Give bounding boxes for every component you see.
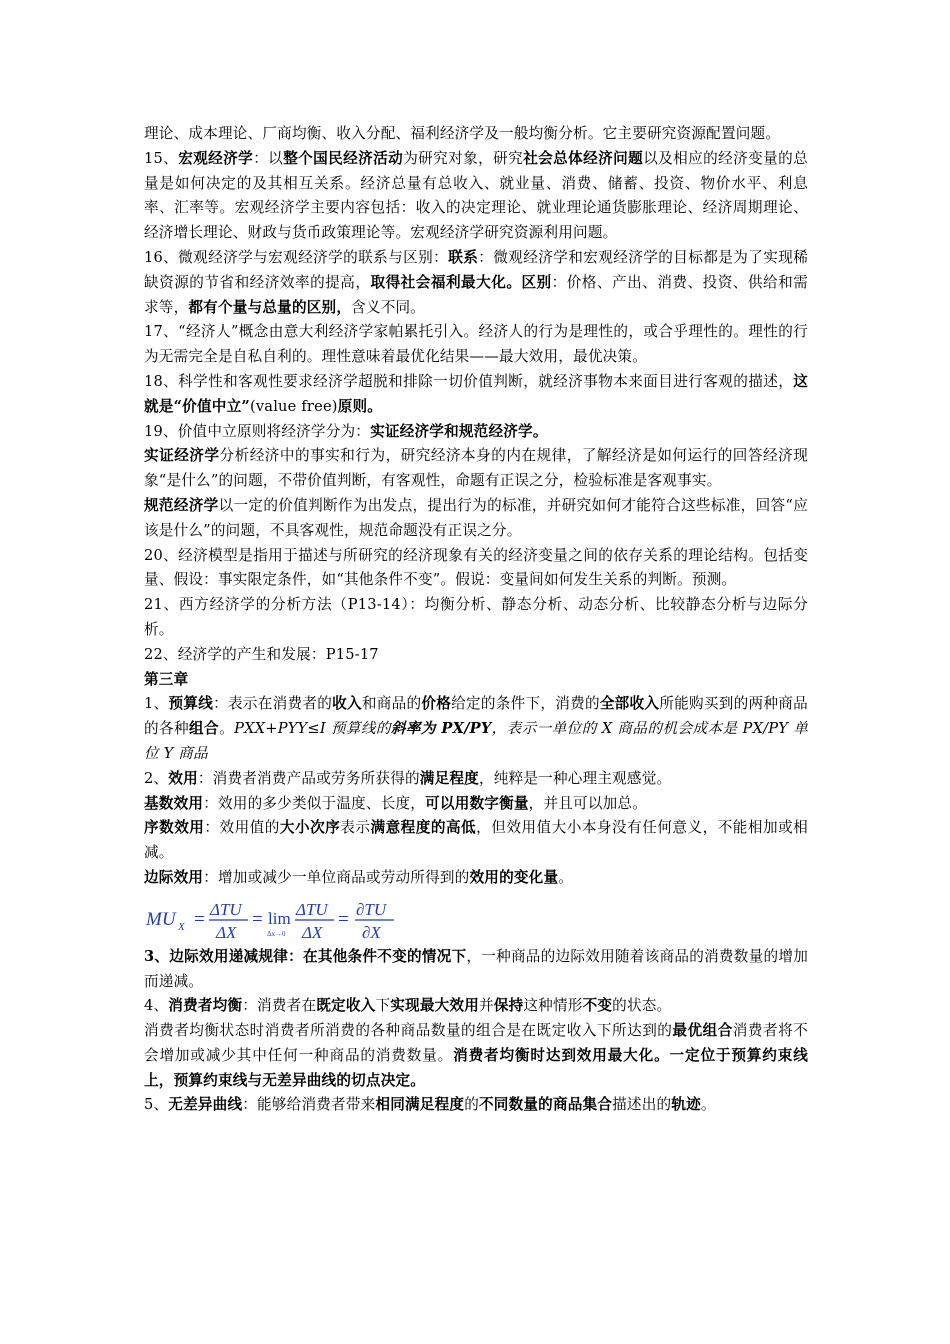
- text-run: 20、经济模型是指用于描述与所研究的经济现象有关的经济变量之间的依存关系的理论结构。包括变量、假设：事实限定条件，如“其他条件不变”。假说：变量间如何发生关系的判断。预测。: [144, 546, 808, 589]
- formula-frac2-num: ΔTU: [296, 899, 328, 919]
- text-run: 效用: [168, 769, 198, 787]
- text-run: 满意程度的高低: [370, 819, 477, 837]
- text-run: 第三章: [144, 670, 189, 688]
- formula-eq2: =: [252, 908, 263, 930]
- text-run: 联系: [448, 248, 479, 266]
- text-run: 实证经济学: [144, 447, 220, 465]
- text-run: 收入: [332, 695, 362, 713]
- text-run: ，并且可以加总。: [528, 794, 648, 812]
- text-run: 序数效用: [144, 819, 205, 837]
- formula-frac1-num: ΔTU: [210, 899, 242, 919]
- text-run: 。: [219, 720, 235, 738]
- text-run: 不变: [582, 997, 613, 1015]
- text-run: 2、: [144, 769, 169, 787]
- text-run: 实证经济学和规范经济学。: [370, 422, 548, 440]
- paragraph-p-cont: [144, 122, 808, 147]
- text-run: 实现最大效用: [390, 997, 479, 1015]
- text-run: 以一定的价值判断作为出发点，提出行为的标准，并研究如何才能符合这些标准，回答“应该是什么”的问题，不具客观性，规范命题没有正误之分。: [144, 496, 808, 539]
- text-run: 理论、成本理论、厂商均衡、收入分配、福利经济学及一般均衡分析。它主要研究资源配置问题。: [144, 125, 781, 142]
- text-run: 的状态。: [612, 997, 672, 1015]
- formula-frac2-den: ΔX: [302, 922, 323, 942]
- text-run: 下: [375, 997, 391, 1015]
- formula-frac3-num: ∂TU: [356, 899, 387, 919]
- paragraph-p17: [144, 320, 808, 370]
- text-run: 消费者均衡时达到效用最大化。一定位于预算约束线上，预算约束线与无差异曲线的切点决定。: [144, 1046, 808, 1089]
- text-run: 基数效用: [144, 794, 204, 812]
- text-run: 5、: [144, 1096, 169, 1114]
- text-run: 3、边际效用递减规律：在其他条件不变的情况下: [144, 947, 467, 965]
- text-run: 消费者将不会增加或减少其中任何一种商品的消费数量。: [144, 1022, 808, 1064]
- text-run: 相同满足程度: [375, 1096, 465, 1114]
- text-run: ，一种商品的边际效用随着该商品的消费数量的增加而递减。: [144, 947, 809, 990]
- text-run: 无差异曲线: [168, 1096, 243, 1114]
- text-run: 。: [700, 1096, 716, 1114]
- text-run: 规范经济学: [144, 496, 219, 514]
- text-run: 取得社会福利最大化。区别: [370, 273, 552, 291]
- document-page: [144, 122, 808, 1118]
- text-run: 大小次序: [279, 819, 341, 837]
- marginal-utility-formula: [144, 893, 808, 945]
- text-run: 可以用数字衡量: [425, 794, 529, 812]
- text-run: 原则。: [337, 397, 383, 415]
- paragraph-c3-4: [144, 994, 808, 1019]
- text-run: 19、价值中立原则将经济学分为：: [144, 422, 371, 440]
- text-run: 以及相应的经济变量的总量是如何决定的及其相互关系。经济总量有总收入、就业量、消费、储蓄、投资、物价水平、利息率、汇率等。宏观经济学主要内容包括：收入的决定理论、就业理论通货膨胀理论、经济周期理论、经济增长理论、财政与货币政策理论等。宏观经济学研究资源利用问题。: [144, 149, 808, 242]
- text-run: (value free): [249, 397, 338, 415]
- text-run: 最优组合: [672, 1022, 733, 1040]
- text-run: 轨迹: [671, 1096, 701, 1114]
- text-run: 价格: [421, 695, 452, 713]
- text-run: ：效用值的: [204, 819, 280, 837]
- paragraph-c3-3: [144, 945, 808, 995]
- formula-frac3-den: ∂X: [362, 922, 381, 942]
- paragraph-c3-ord: [144, 816, 808, 866]
- text-run: 不同数量的商品集合: [478, 1096, 613, 1114]
- paragraph-p20: [144, 544, 808, 594]
- paragraph-p-norm: [144, 494, 808, 544]
- text-run: 整个国民经济活动: [283, 149, 404, 167]
- text-run: 斜率为 PX/PY: [390, 720, 492, 738]
- text-run: ：以: [253, 149, 284, 167]
- text-run: ：表示在消费者的: [213, 695, 333, 713]
- text-run: 预算线: [168, 695, 214, 713]
- text-run: ：效用的多少类似于温度、长度，: [203, 794, 426, 812]
- paragraph-p15: [144, 147, 808, 246]
- paragraph-c3-1: [144, 692, 808, 766]
- text-run: 并: [479, 997, 494, 1015]
- formula-eq1: =: [194, 908, 205, 930]
- text-run: 既定收入: [316, 997, 376, 1015]
- text-run: 描述出的: [612, 1096, 672, 1114]
- text-run: 为研究对象，研究: [403, 149, 524, 167]
- paragraph-p16: [144, 246, 808, 320]
- text-run: ：消费者消费产品或劳务所获得的: [197, 769, 420, 787]
- formula-eq3: =: [338, 908, 349, 930]
- paragraph-p19: [144, 420, 808, 445]
- formula-lim-sub: Δx→0: [267, 929, 286, 938]
- text-run: ：增加或减少一单位商品或劳动所得到的: [203, 868, 470, 886]
- text-run: ，纯粹是一种心理主观感觉。: [478, 769, 672, 787]
- text-run: 21、西方经济学的分析方法（P13-14）：均衡分析、静态分析、动态分析、比较静态分析与边际分析。: [144, 596, 808, 638]
- text-run: ：价格、产出、消费、投资、供给和需求等，: [144, 273, 808, 316]
- paragraph-p-pos: [144, 444, 808, 494]
- paragraph-c3-2: [144, 767, 808, 792]
- text-run: 1、: [144, 695, 169, 713]
- paragraph-c3-marg: [144, 866, 808, 891]
- formula-svg: [144, 893, 414, 945]
- text-run: 17、“经济人”概念由意大利经济学家帕累托引入。经济人的行为是理性的，或合乎理性的。理性的行为无需完全是自私自利的。理性意味着最优化结果——最大效用，最优决策。: [144, 323, 808, 366]
- text-run: 18、科学性和客观性要求经济学超脱和排除一切价值判断，就经济事物本来面目进行客观的描述，: [144, 372, 794, 390]
- text-run: 这种情形: [523, 997, 583, 1015]
- text-run: ：消费者在: [242, 997, 317, 1015]
- text-run: PXX+PYY≤I 预算线的: [234, 720, 391, 738]
- text-run: 满足程度: [419, 769, 479, 787]
- text-run: 这就是“价值中立”: [144, 372, 808, 415]
- paragraph-ch3: [144, 668, 808, 693]
- text-run: 社会总体经济问题: [523, 149, 644, 167]
- text-run: 边际效用: [144, 868, 204, 886]
- formula-mu: MU: [146, 908, 176, 930]
- paragraph-c3-4b: [144, 1019, 808, 1093]
- paragraph-c3-card: [144, 792, 808, 817]
- text-run: 15、: [144, 149, 179, 167]
- text-run: 。: [558, 868, 574, 886]
- text-run: 效用的变化量: [469, 868, 559, 886]
- formula-lim: lim: [268, 908, 291, 928]
- text-run: 组合: [189, 720, 220, 738]
- paragraph-p21: [144, 593, 808, 643]
- text-run: 22、经济学的产生和发展：P15-17: [144, 645, 379, 663]
- text-run: 给定的条件下，消费的: [451, 695, 600, 713]
- text-run: ，表示一单位的 X 商品的机会成本是 PX/PY 单位 Y 商品: [144, 720, 808, 762]
- text-run: 的: [464, 1096, 479, 1114]
- text-run: 消费者均衡: [168, 997, 243, 1015]
- text-run: 全部收入: [599, 695, 660, 713]
- text-run: 含义不同。: [351, 298, 426, 316]
- text-run: 分析经济中的事实和行为，研究经济本身的内在规律，了解经济是如何运行的回答经济现象“是什么”的问题，不带价值判断，有客观性，命题有正误之分，检验标准是客观事实。: [144, 447, 808, 490]
- text-run: ：能够给消费者带来: [242, 1096, 376, 1114]
- text-run: 宏观经济学: [178, 149, 254, 167]
- formula-sub-x: X: [178, 920, 185, 933]
- text-run: ：微观经济学和宏观经济学的目标都是为了实现稀缺资源的节省和经济效率的提高，: [144, 248, 809, 291]
- text-run: ，但效用值大小本身没有任何意义，不能相加或相减。: [144, 819, 808, 862]
- text-run: 表示: [340, 819, 371, 837]
- text-run: 保持: [493, 997, 524, 1015]
- text-run: 所能购买到的两种商品的各种: [144, 695, 808, 738]
- text-run: 和商品的: [361, 695, 422, 713]
- text-run: 4、: [144, 997, 169, 1015]
- paragraph-c3-5: [144, 1093, 808, 1118]
- text-run: 消费者均衡状态时消费者所消费的各种商品数量的组合是在既定收入下所达到的: [144, 1022, 673, 1040]
- text-run: 都有个量与总量的区别，: [188, 298, 352, 316]
- paragraph-p22: [144, 643, 808, 668]
- paragraph-p18: [144, 370, 808, 420]
- formula-frac1-den: ΔX: [216, 922, 237, 942]
- text-run: 16、微观经济学与宏观经济学的联系与区别：: [144, 248, 449, 266]
